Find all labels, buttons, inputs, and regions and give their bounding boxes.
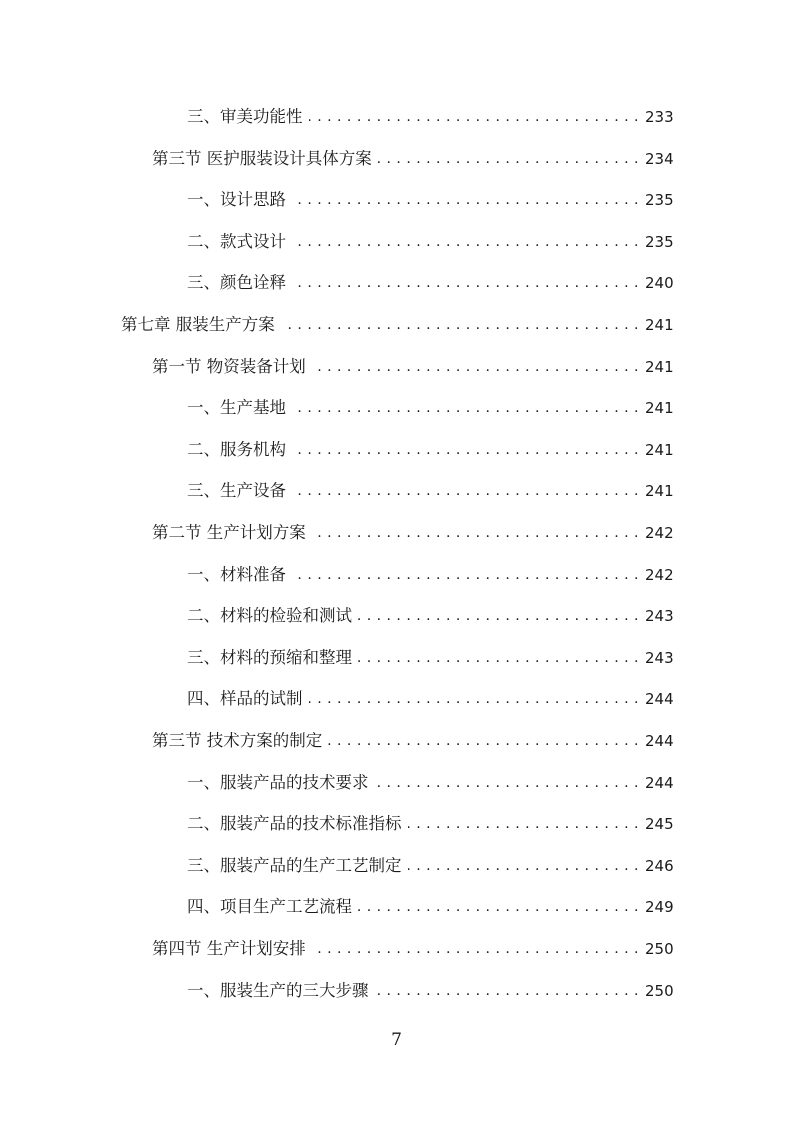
toc-dot-leader bbox=[378, 144, 639, 174]
toc-entry-page: 250 bbox=[645, 982, 674, 1000]
toc-dot-leader bbox=[312, 934, 639, 964]
toc-entry-title: 四、项目生产工艺流程 bbox=[187, 897, 352, 916]
toc-entry[interactable] bbox=[187, 476, 673, 506]
toc-entry-title: 第一节 物资装备计划 bbox=[152, 357, 306, 376]
toc-entry-title: 四、样品的试制 bbox=[187, 689, 303, 708]
toc-entry-page: 233 bbox=[645, 108, 674, 126]
toc-dot-leader bbox=[292, 560, 639, 590]
toc-entry[interactable] bbox=[187, 185, 673, 215]
toc-entry-page: 241 bbox=[645, 358, 674, 376]
toc-dot-leader bbox=[358, 601, 639, 631]
toc-entry-page: 249 bbox=[645, 898, 674, 916]
toc-dot-leader bbox=[281, 310, 639, 340]
toc-entry-title: 三、生产设备 bbox=[187, 481, 286, 500]
toc-entry[interactable] bbox=[187, 851, 673, 881]
toc-entry[interactable] bbox=[187, 892, 673, 922]
toc-entry-page: 242 bbox=[645, 566, 674, 584]
toc-entry[interactable] bbox=[187, 601, 673, 631]
toc-dot-leader bbox=[292, 435, 639, 465]
toc-entry-title: 三、材料的预缩和整理 bbox=[187, 648, 352, 667]
toc-entry[interactable] bbox=[187, 643, 673, 673]
toc-entry[interactable] bbox=[187, 393, 673, 423]
toc-entry[interactable] bbox=[187, 268, 673, 298]
toc-entry-page: 241 bbox=[645, 399, 674, 417]
toc-entry[interactable] bbox=[187, 809, 673, 839]
toc-entry[interactable] bbox=[187, 768, 673, 798]
toc-entry[interactable] bbox=[187, 435, 673, 465]
toc-entry-title: 一、服装生产的三大步骤 bbox=[187, 981, 369, 1000]
toc-entry-page: 250 bbox=[645, 940, 674, 958]
toc-entry-title: 一、生产基地 bbox=[187, 398, 286, 417]
toc-entry[interactable] bbox=[121, 310, 673, 340]
toc-dot-leader bbox=[292, 227, 639, 257]
toc-entry-page: 241 bbox=[645, 441, 674, 459]
toc-entry-title: 二、款式设计 bbox=[187, 232, 286, 251]
toc-entry-title: 一、服装产品的技术要求 bbox=[187, 773, 369, 792]
toc-entry-page: 240 bbox=[645, 274, 674, 292]
toc-entry-title: 二、服务机构 bbox=[187, 440, 286, 459]
toc-dot-leader bbox=[312, 518, 639, 548]
toc-entry-title: 第七章 服装生产方案 bbox=[121, 315, 275, 334]
toc-dot-leader bbox=[309, 102, 640, 132]
toc-entry-page: 244 bbox=[645, 774, 674, 792]
toc-entry-page: 241 bbox=[645, 316, 674, 334]
toc-entry[interactable] bbox=[152, 352, 673, 382]
toc-dot-leader bbox=[292, 476, 639, 506]
toc-entry-page: 245 bbox=[645, 815, 674, 833]
toc-entry[interactable] bbox=[187, 102, 673, 132]
toc-dot-leader bbox=[292, 268, 639, 298]
toc-dot-leader bbox=[292, 185, 639, 215]
toc-dot-leader bbox=[408, 851, 640, 881]
toc-entry-title: 二、材料的检验和测试 bbox=[187, 606, 352, 625]
toc-dot-leader bbox=[358, 892, 639, 922]
toc-entry-title: 第三节 技术方案的制定 bbox=[152, 731, 323, 750]
toc-dot-leader bbox=[358, 643, 639, 673]
toc-entry-page: 235 bbox=[645, 233, 674, 251]
toc-entry[interactable] bbox=[152, 726, 673, 756]
toc-dot-leader bbox=[292, 393, 639, 423]
toc-entry-page: 244 bbox=[645, 690, 674, 708]
page-number: 7 bbox=[391, 1030, 402, 1050]
toc-entry[interactable] bbox=[187, 227, 673, 257]
toc-entry-page: 242 bbox=[645, 524, 674, 542]
toc-entry-title: 第二节 生产计划方案 bbox=[152, 523, 306, 542]
toc-entry-title: 一、设计思路 bbox=[187, 190, 286, 209]
toc-dot-leader bbox=[408, 809, 640, 839]
toc-entry-page: 243 bbox=[645, 649, 674, 667]
toc-entry[interactable] bbox=[152, 934, 673, 964]
toc-entry-title: 一、材料准备 bbox=[187, 565, 286, 584]
toc-entry[interactable] bbox=[187, 684, 673, 714]
toc-dot-leader bbox=[309, 684, 640, 714]
toc-entry-page: 234 bbox=[645, 150, 674, 168]
toc-entry[interactable] bbox=[152, 518, 673, 548]
toc-dot-leader bbox=[312, 352, 639, 382]
toc-entry-page: 243 bbox=[645, 607, 674, 625]
toc-dot-leader bbox=[375, 768, 640, 798]
toc-entry-title: 三、颜色诠释 bbox=[187, 273, 286, 292]
toc-entry[interactable] bbox=[187, 976, 673, 1006]
toc-entry[interactable] bbox=[187, 560, 673, 590]
toc-dot-leader bbox=[328, 726, 639, 756]
toc-entry-page: 246 bbox=[645, 857, 674, 875]
toc-entry-page: 241 bbox=[645, 482, 674, 500]
toc-entry-title: 三、审美功能性 bbox=[187, 107, 303, 126]
toc-entry-title: 第四节 生产计划安排 bbox=[152, 939, 306, 958]
toc-entry-title: 第三节 医护服装设计具体方案 bbox=[152, 149, 372, 168]
toc-dot-leader bbox=[375, 976, 640, 1006]
toc-entry-page: 235 bbox=[645, 191, 674, 209]
toc-entry[interactable] bbox=[152, 144, 673, 174]
toc-entry-title: 三、服装产品的生产工艺制定 bbox=[187, 856, 402, 875]
toc-entry-title: 二、服装产品的技术标准指标 bbox=[187, 814, 402, 833]
toc-entry-page: 244 bbox=[645, 732, 674, 750]
